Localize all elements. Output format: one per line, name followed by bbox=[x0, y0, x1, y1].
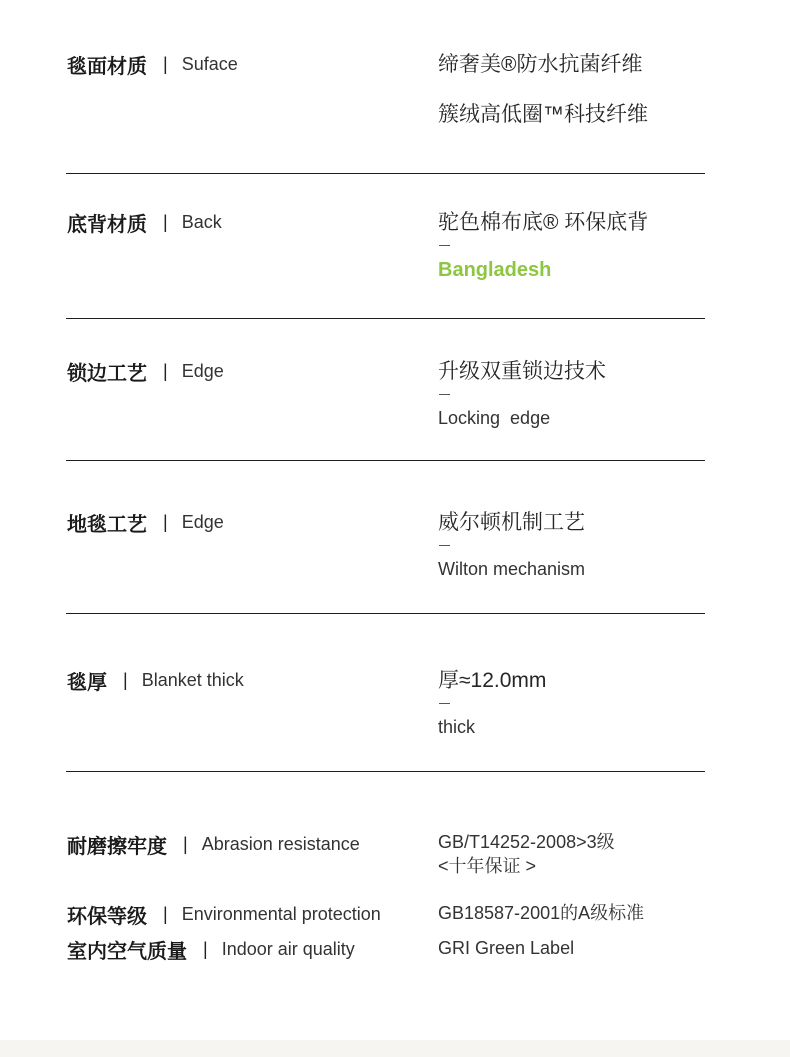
label-separator: | bbox=[183, 834, 188, 854]
value-line-1: 缔奢美®防水抗菌纤维 bbox=[438, 53, 643, 76]
value-line-2: <十年保证 > bbox=[438, 856, 537, 876]
divider bbox=[66, 173, 705, 174]
label-en: Indoor air quality bbox=[221, 939, 355, 959]
value-dash bbox=[439, 245, 450, 246]
value-cn: 厚≈12.0mm bbox=[438, 669, 547, 692]
spec-value bbox=[438, 830, 615, 878]
spec-label bbox=[67, 830, 360, 859]
divider bbox=[66, 318, 705, 319]
label-cn: 锁边工艺 bbox=[67, 363, 147, 385]
value-cn: 驼色棉布底® 环保底背 bbox=[438, 211, 649, 234]
label-separator: | bbox=[163, 54, 168, 74]
label-separator: | bbox=[123, 670, 128, 690]
value-line-2: 簇绒高低圈™科技纤维 bbox=[438, 103, 648, 126]
label-en: Suface bbox=[181, 54, 238, 74]
spec-label bbox=[67, 508, 224, 537]
label-separator: | bbox=[203, 939, 208, 959]
divider bbox=[66, 771, 705, 772]
label-en: Abrasion resistance bbox=[201, 834, 360, 854]
footer-band bbox=[0, 1040, 790, 1057]
spec-value bbox=[438, 355, 606, 429]
spec-label bbox=[67, 357, 224, 386]
value-dash bbox=[439, 545, 450, 546]
value-en: Locking edge bbox=[438, 408, 551, 428]
divider bbox=[66, 613, 705, 614]
label-en: Edge bbox=[181, 361, 224, 381]
label-cn: 毯面材质 bbox=[67, 56, 147, 78]
label-en: Blanket thick bbox=[141, 670, 244, 690]
value-line-1: GB18587-2001的A级标准 bbox=[438, 903, 645, 923]
label-cn: 底背材质 bbox=[67, 214, 147, 236]
spec-value bbox=[438, 206, 648, 282]
label-cn: 毯厚 bbox=[67, 672, 107, 694]
label-cn: 环保等级 bbox=[67, 906, 147, 928]
divider bbox=[66, 460, 705, 461]
spec-value bbox=[438, 664, 546, 738]
label-separator: | bbox=[163, 512, 168, 532]
label-separator: | bbox=[163, 361, 168, 381]
spec-value bbox=[438, 901, 644, 925]
label-en: Back bbox=[181, 212, 222, 232]
spec-label bbox=[67, 50, 238, 79]
spec-label bbox=[67, 900, 381, 929]
value-en: Wilton mechanism bbox=[438, 559, 586, 579]
spec-label bbox=[67, 935, 355, 964]
value-dash bbox=[439, 394, 450, 395]
label-cn: 室内空气质量 bbox=[67, 941, 187, 963]
value-cn: 升级双重锁边技术 bbox=[438, 360, 606, 383]
spec-value bbox=[438, 936, 574, 960]
value-en-highlight: Bangladesh bbox=[438, 259, 552, 281]
value-line-1: GRI Green Label bbox=[438, 938, 575, 958]
value-en: thick bbox=[438, 717, 476, 737]
value-cn: 威尔顿机制工艺 bbox=[438, 511, 585, 534]
label-cn: 地毯工艺 bbox=[67, 514, 147, 536]
value-dash bbox=[439, 703, 450, 704]
label-cn: 耐磨擦牢度 bbox=[67, 836, 167, 858]
label-en: Environmental protection bbox=[181, 904, 381, 924]
value-line-1: GB/T14252-2008>3级 bbox=[438, 832, 615, 852]
label-separator: | bbox=[163, 904, 168, 924]
spec-label bbox=[67, 208, 222, 237]
label-separator: | bbox=[163, 212, 168, 232]
spec-value bbox=[438, 506, 585, 580]
label-en: Edge bbox=[181, 512, 224, 532]
spec-value bbox=[438, 48, 648, 128]
spec-label bbox=[67, 666, 244, 695]
